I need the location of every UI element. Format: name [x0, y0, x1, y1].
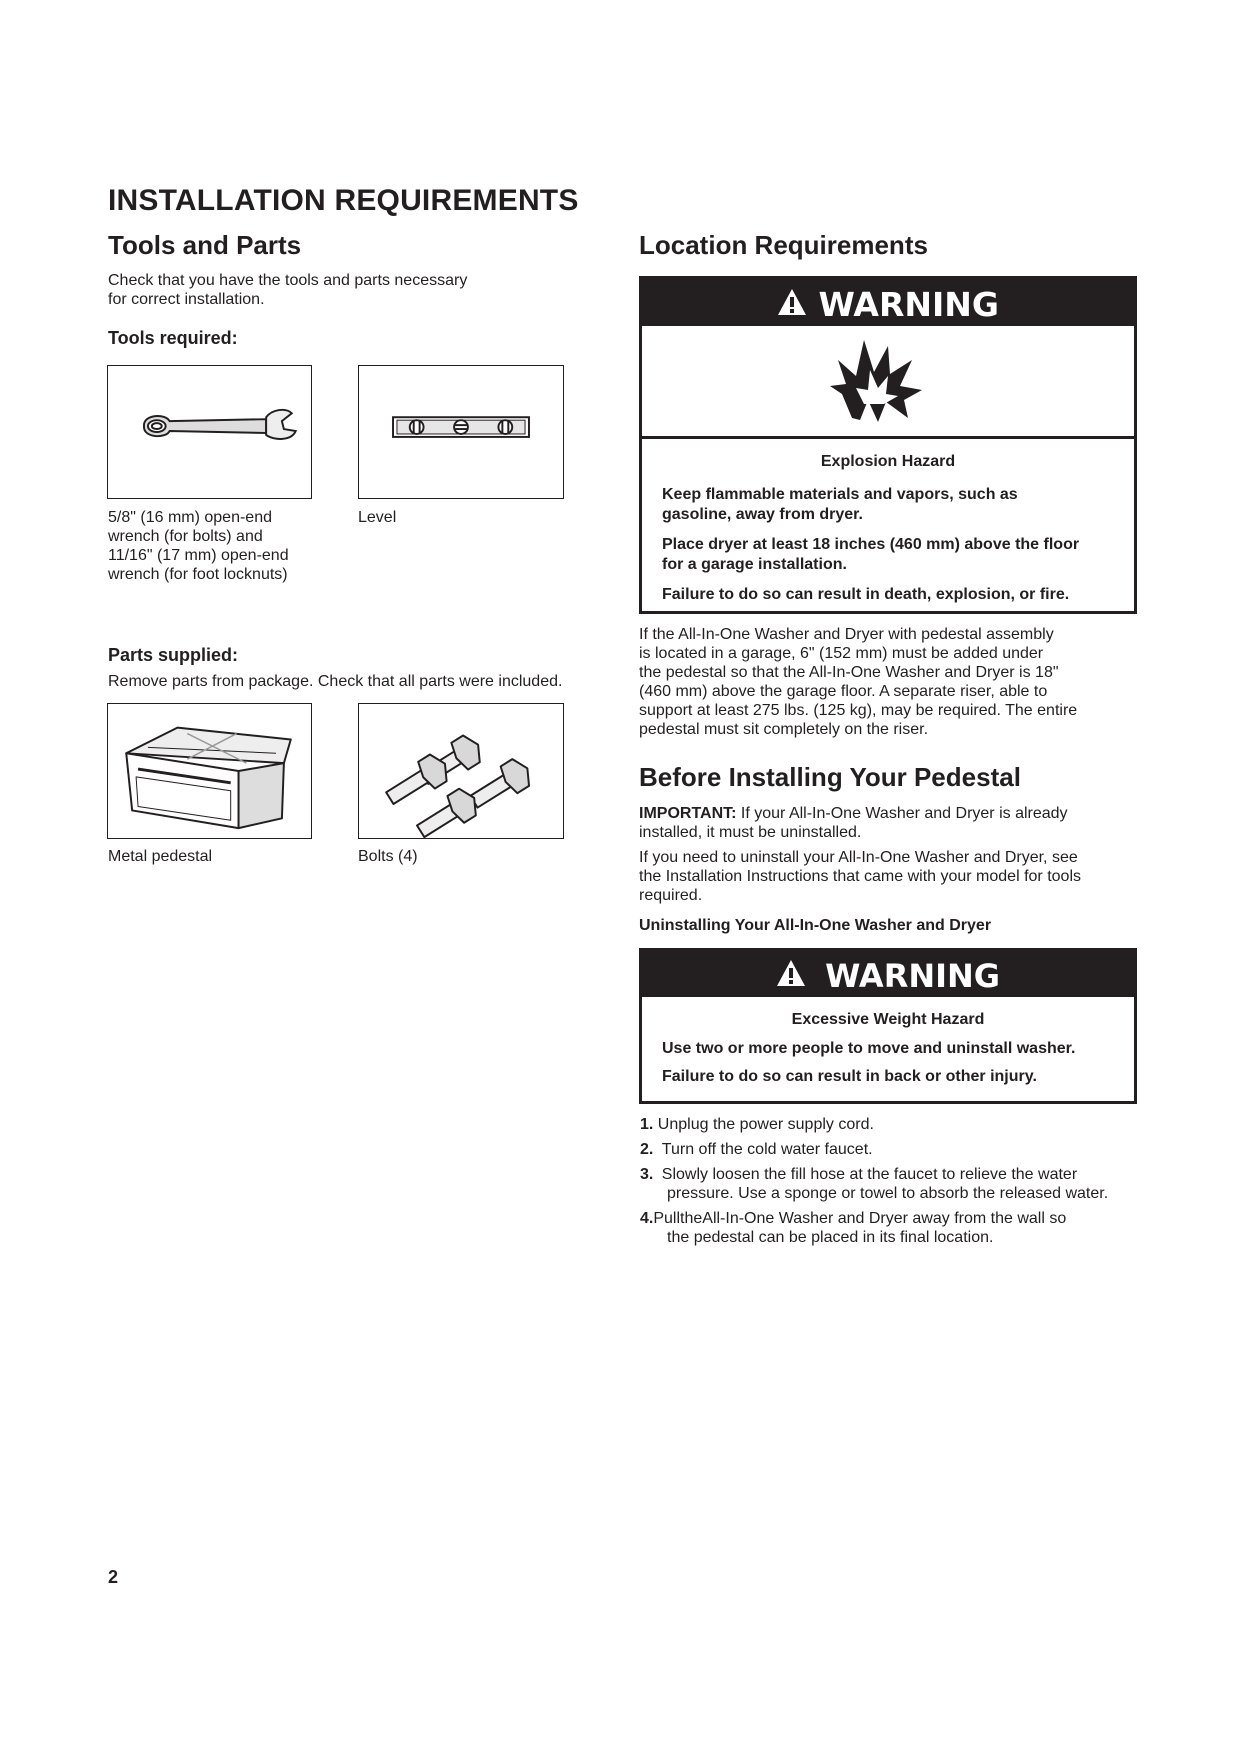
important-text: If your All-In-One Washer and Dryer is already: [736, 805, 1068, 822]
step-text-cont: the pedestal can be placed in its final location.: [667, 1229, 994, 1246]
step-text: Unplug the power supply cord.: [657, 1116, 874, 1133]
warning-line: gasoline, away from dryer.: [662, 506, 863, 523]
tools-intro: [108, 271, 467, 309]
wrench-caption: [108, 508, 289, 584]
warning-line: Use two or more people to move and uninstall washer.: [662, 1040, 1076, 1057]
page-number: 2: [108, 1567, 119, 1587]
caption-line: 5/8" (16 mm) open-end: [108, 509, 272, 526]
step-2: [640, 1140, 1140, 1159]
page-title: INSTALLATION REQUIREMENTS: [108, 184, 579, 217]
wrench-image: [107, 365, 312, 499]
explosion-icon-area: [642, 326, 1134, 436]
warning-line: Failure to do so can result in back or other injury.: [662, 1068, 1037, 1085]
warning-text: [642, 439, 1134, 605]
weight-warning-box: [639, 948, 1137, 1104]
uninstall-paragraph: [639, 848, 1149, 905]
tools-required-heading: Tools required:: [108, 328, 238, 348]
caption-line: wrench (for foot locknuts): [108, 566, 288, 583]
step-3: [640, 1165, 1140, 1203]
uninstall-heading: Uninstalling Your All-In-One Washer and Dryer: [639, 917, 992, 934]
warning-line: Keep flammable materials and vapors, such as: [662, 486, 1018, 503]
warning-text: [642, 997, 1134, 1087]
important-line: [639, 804, 1149, 823]
body-line: the pedestal so that the All-In-One Washer and Dryer is 18": [639, 664, 1059, 681]
body-line: If you need to uninstall your All-In-One Washer and Dryer, see: [639, 849, 1078, 866]
tools-and-parts-heading: Tools and Parts: [108, 230, 302, 260]
warning-header: [642, 279, 1134, 326]
parts-supplied-heading: Parts supplied:: [108, 645, 239, 665]
step-text: PulltheAll-In-One Washer and Dryer away from the wall so: [653, 1210, 1067, 1227]
level-icon: [359, 366, 563, 498]
wrench-icon: [108, 366, 311, 498]
explosion-icon: [642, 326, 1140, 436]
pedestal-caption: Metal pedestal: [108, 848, 213, 865]
body-line: the Installation Instructions that came with your model for tools: [639, 868, 1081, 885]
warning-triangle-icon: [777, 281, 807, 328]
pedestal-icon: [108, 704, 311, 838]
step-number: 4.: [640, 1210, 654, 1227]
bolts-image: [358, 703, 564, 839]
explosion-warning-box: [639, 276, 1137, 614]
step-number: 3.: [640, 1166, 654, 1183]
tools-intro-line: for correct installation.: [108, 291, 265, 308]
location-heading: Location Requirements: [639, 230, 928, 260]
body-line: pedestal must sit completely on the riser.: [639, 721, 929, 738]
warning-label: WARNING: [818, 285, 999, 324]
bolts-icon: [359, 704, 563, 838]
before-installing-heading: Before Installing Your Pedestal: [639, 762, 1021, 792]
pedestal-image: [107, 703, 312, 839]
caption-line: wrench (for bolts) and: [108, 528, 263, 545]
body-line: is located in a garage, 6" (152 mm) must be added under: [639, 645, 1044, 662]
step-number: 2.: [640, 1141, 654, 1158]
tools-intro-line: Check that you have the tools and parts necessary: [108, 272, 468, 289]
warning-triangle-icon: [776, 953, 806, 999]
bolts-caption: Bolts (4): [358, 848, 418, 865]
important-label: IMPORTANT:: [639, 805, 737, 822]
step-1: [640, 1115, 1140, 1134]
level-image: [358, 365, 564, 499]
step-text: Turn off the cold water faucet.: [661, 1141, 873, 1158]
warning-line: Failure to do so can result in death, explosion, or fire.: [662, 586, 1070, 603]
warning-label: WARNING: [825, 957, 1001, 995]
hazard-title: Excessive Weight Hazard: [791, 1011, 985, 1028]
important-line: installed, it must be uninstalled.: [639, 824, 862, 841]
important-note: [639, 804, 1149, 842]
body-line: (460 mm) above the garage floor. A separate riser, able to: [639, 683, 1048, 700]
body-line: If the All-In-One Washer and Dryer with pedestal assembly: [639, 626, 1054, 643]
caption-line: 11/16" (17 mm) open-end: [108, 547, 289, 564]
step-text: Slowly loosen the fill hose at the faucet to relieve the water: [661, 1166, 1078, 1183]
warning-line: for a garage installation.: [662, 556, 847, 573]
location-body: [639, 625, 1149, 739]
step-text-cont: pressure. Use a sponge or towel to absorb the released water.: [667, 1185, 1109, 1202]
body-line: support at least 275 lbs. (125 kg), may be required. The entire: [639, 702, 1078, 719]
step-4: [640, 1209, 1140, 1247]
level-caption: Level: [358, 509, 397, 526]
warning-line: Place dryer at least 18 inches (460 mm) above the floor: [662, 536, 1080, 553]
body-line: required.: [639, 887, 703, 904]
step-number: 1.: [640, 1116, 654, 1133]
warning-header: [642, 951, 1134, 997]
parts-intro: Remove parts from package. Check that all parts were included.: [108, 673, 563, 690]
hazard-title: Explosion Hazard: [820, 453, 956, 470]
